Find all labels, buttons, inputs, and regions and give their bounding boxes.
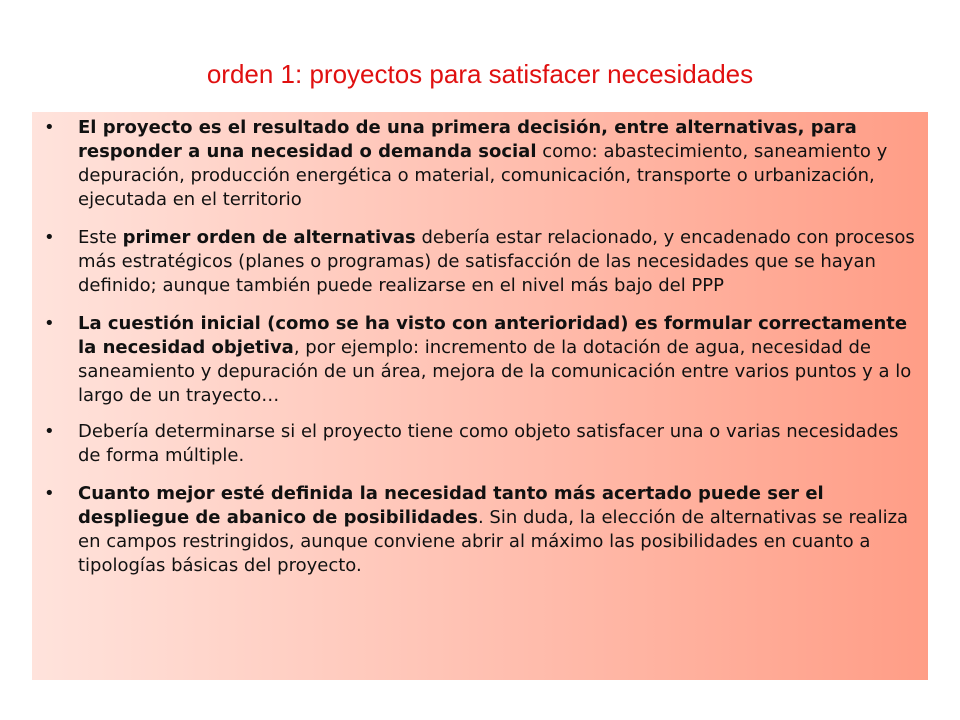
bullet-text: Debería determinarse si el proyecto tiene como objeto satisfacer una o varias necesidades de forma múltiple. [78,421,899,466]
bullet-text: . Sin duda, la elección de alternativas se realiza en campos restringidos, aunque conviene abrir al máximo las posibilidades en cuanto a tipologías básicas del proyecto. [78,507,909,576]
bullet-bold-text: primer orden de alternativas [122,227,416,248]
slide-title: orden 1: proyectos para satisfacer necesidades [206,59,754,89]
bullet-item [32,312,928,408]
bullet-lead-text: Este [78,227,123,248]
bullet-bold-text: La cuestión inicial (como se ha visto con anterioridad) es formular correctamente la necesidad objetiva [78,313,908,358]
bullet-item [32,482,928,578]
bullet-item [32,226,928,298]
bullet-text: , por ejemplo: incremento de la dotación de agua, necesidad de saneamiento y depuración de un área, mejora de la comunicación entre varios puntos y a lo largo de un trayecto… [78,337,912,406]
bullet-text: debería estar relacionado, y encadenado con procesos más estratégicos (planes o programas) de satisfacción de las necesidades que se hayan definido; aunque también puede realizarse en el nivel más bajo del PPP [78,227,915,296]
bullet-text: como: abastecimiento, saneamiento y depuración, producción energética o material, comunicación, transporte o urbanización, ejecutada en el territorio [78,141,888,210]
content-panel [32,112,928,680]
bullet-list [32,112,928,578]
bullet-item [32,420,928,468]
bullet-bold-text: Cuanto mejor esté definida la necesidad tanto más acertado puede ser el despliegue de abanico de posibilidades [78,483,824,528]
bullet-bold-text: El proyecto es el resultado de una primera decisión, entre alternativas, para responder a una necesidad o demanda social [78,117,857,162]
bullet-item [32,116,928,212]
